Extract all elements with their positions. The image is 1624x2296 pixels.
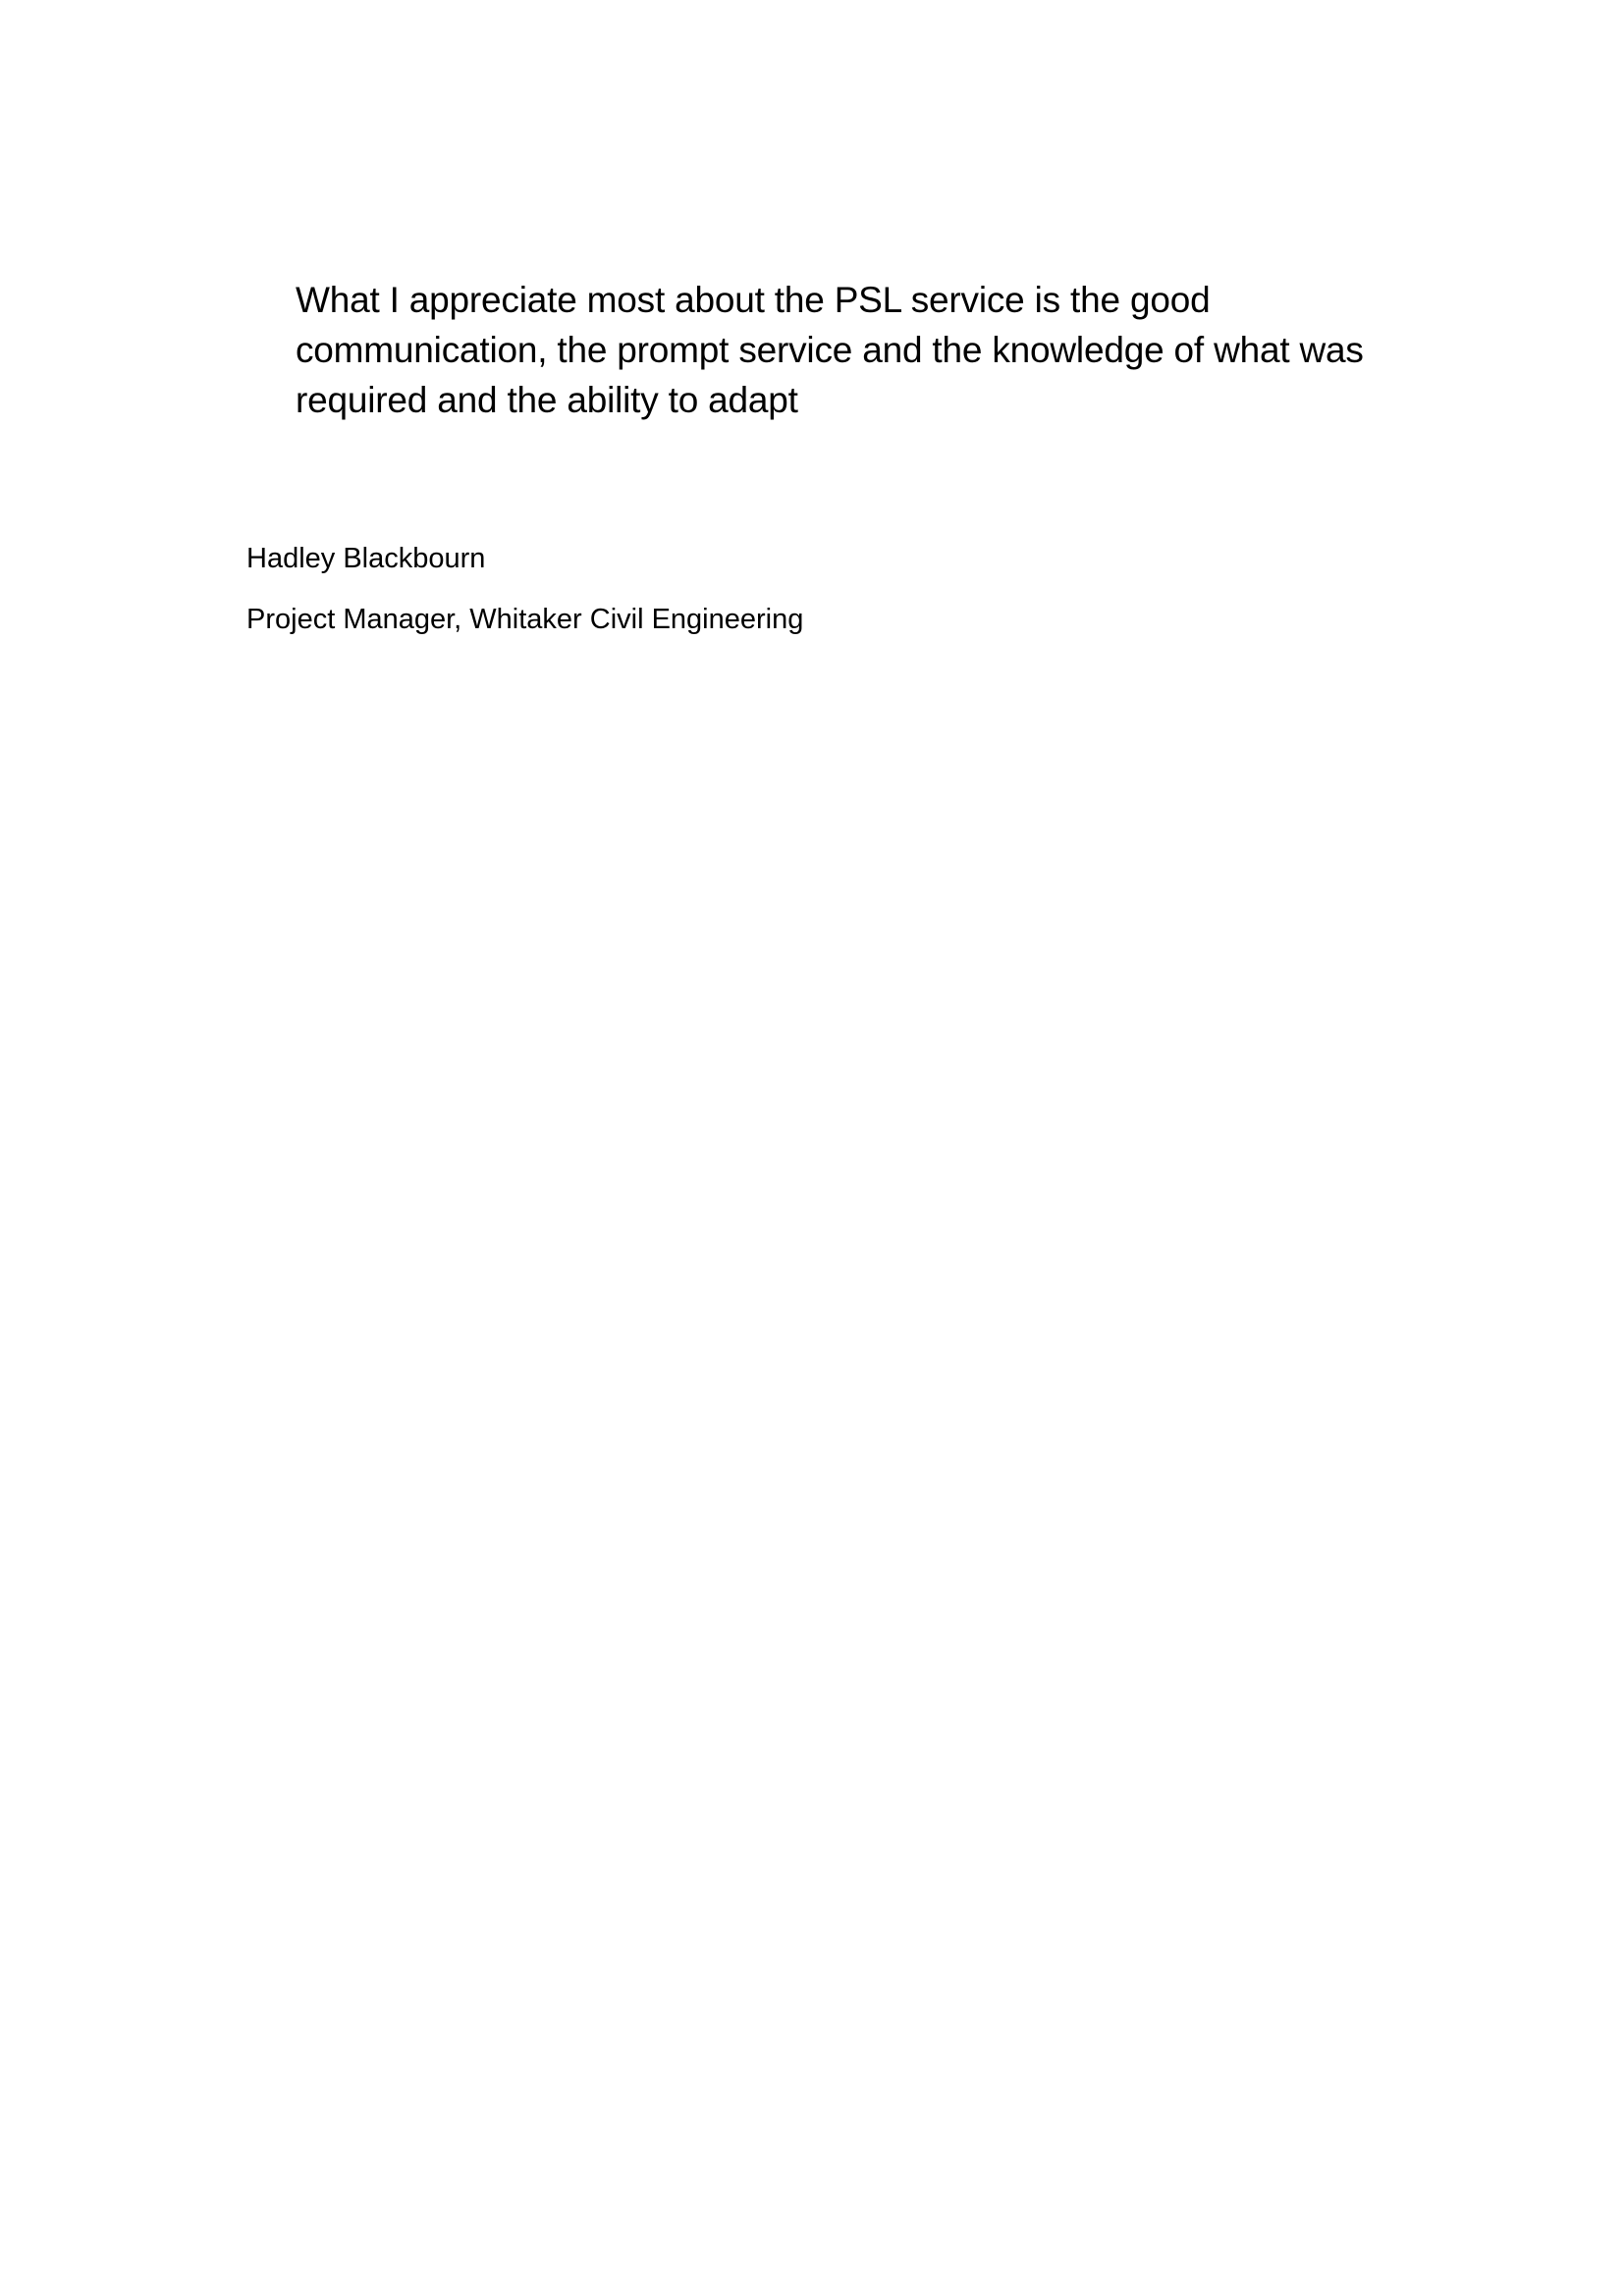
testimonial-quote <box>296 275 1385 425</box>
quote-line: required and the ability to adapt <box>296 380 798 420</box>
testimonial-attribution <box>246 539 1130 639</box>
author-name: Hadley Blackbourn <box>246 543 486 574</box>
quote-line: communication, the prompt service and the knowledge of what was <box>296 330 1364 370</box>
author-title: Project Manager, Whitaker Civil Engineering <box>246 604 804 635</box>
quote-line: What I appreciate most about the PSL service is the good <box>296 280 1211 320</box>
